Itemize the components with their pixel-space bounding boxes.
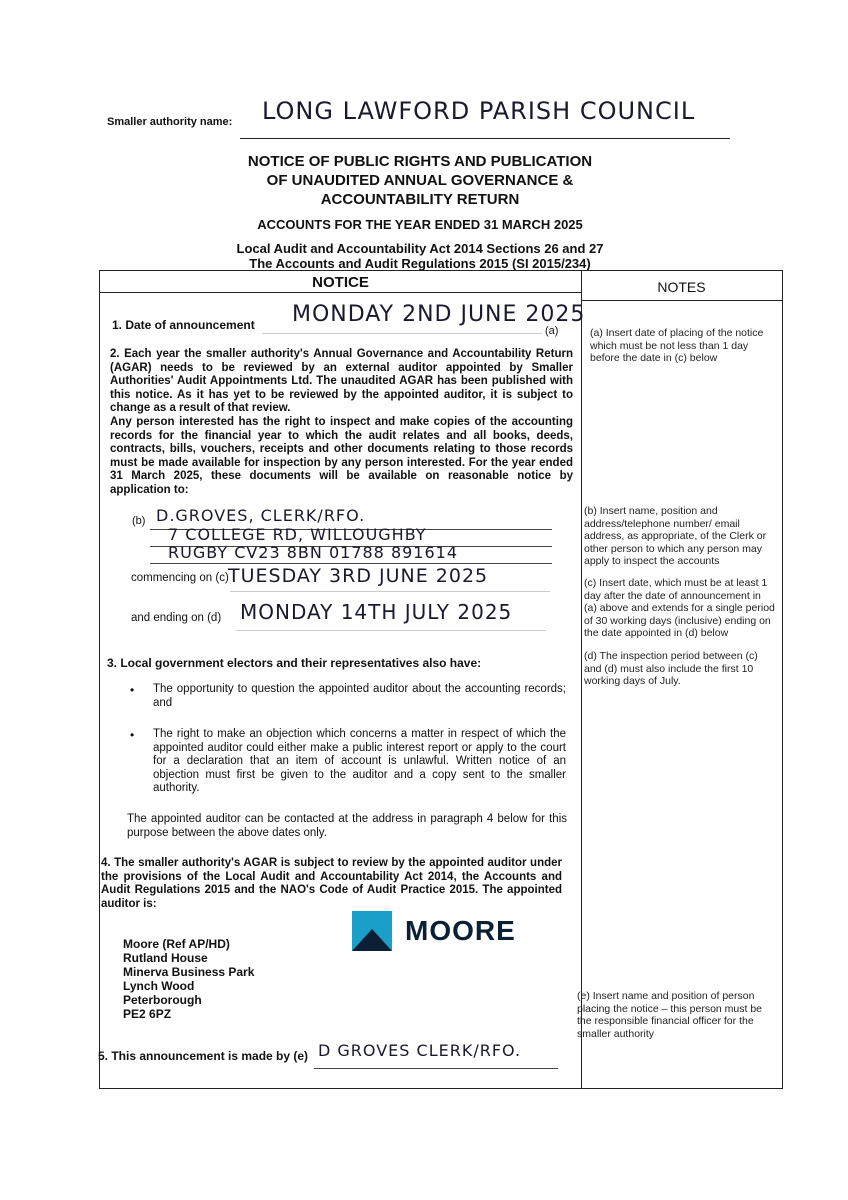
- notes-header-divider: [581, 300, 782, 301]
- note-d: (d) The inspection period between (c) and (d) must also include the first 10 working days of July.: [584, 650, 758, 687]
- auditor-address-line: Moore (Ref AP/HD): [123, 937, 230, 951]
- section2-intro: 2. Each year the smaller authority's Annual Governance and Accountability Return (AGAR) needs to be reviewed by an external auditor appointed by Smaller Authorities' Audit Appointments Ltd. The unaudited AGAR has been published with this notice. As it has yet to be reviewed by the appointed auditor, it is subject to change as a result of that review.: [110, 348, 573, 414]
- auditor-address-line: Minerva Business Park: [123, 965, 255, 979]
- auditor-address-line: Peterborough: [123, 993, 202, 1007]
- announcement-by-value: D GROVES CLERK/RFO.: [318, 1041, 522, 1060]
- authority-name-line: [240, 138, 730, 139]
- note-a: (a) Insert date of placing of the notice which must be not less than 1 day before the date in (c) below: [590, 327, 764, 364]
- notice-title-line3: ACCOUNTABILITY RETURN: [320, 191, 520, 208]
- section3-bullet2: The right to make an objection which concerns a matter in respect of which the appointed auditor could either make a public interest report or apply to the court for a declaration that an item of account is unlawful. Written notice of an objection must first be given to the auditor and a copy sent to the smaller authority.: [153, 728, 566, 794]
- section3-contact-note: The appointed auditor can be contacted at the address in paragraph 4 below for this purpose between the above dates only.: [127, 813, 567, 839]
- announcement-by-line: [314, 1068, 558, 1069]
- authority-name-label: Smaller authority name:: [107, 116, 233, 128]
- auditor-address-line: Rutland House: [123, 951, 208, 965]
- note-e: (e) Insert name and position of person placing the notice – this person must be the responsible financial officer for the smaller authority: [577, 990, 763, 1040]
- bullet-icon: •: [130, 728, 135, 742]
- note-b: (b) Insert name, position and address/telephone number/ email address, as appropriate, of the Clerk or other person to which any person may apply to inspect the accounts: [584, 505, 767, 567]
- notes-heading: NOTES: [657, 279, 706, 295]
- section2-inspection: Any person interested has the right to inspect and make copies of the accounting records for the financial year to which the audit relates and all books, deeds, contracts, bills, vouchers, receipts and other documents relating to those records must be made available for inspection by any person interested. For the year ended 31 March 2025, these documents will be available on reasonable notice by application to:: [110, 416, 573, 496]
- moore-logo-text: MOORE: [405, 915, 516, 946]
- notice-title-line1: NOTICE OF PUBLIC RIGHTS AND PUBLICATION: [247, 153, 593, 170]
- notice-header-divider: [99, 292, 582, 293]
- contact-line3-rule: [150, 563, 552, 564]
- section3-bullet1: The opportunity to question the appointed auditor about the accounting records; and: [153, 683, 566, 709]
- accounts-year-heading: ACCOUNTS FOR THE YEAR ENDED 31 MARCH 2025: [257, 217, 583, 232]
- contact-phone: RUGBY CV23 8BN 01788 891614: [168, 543, 459, 562]
- auditor-address: [123, 937, 254, 1021]
- date-of-announcement-marker: (a): [545, 325, 559, 337]
- date-of-announcement-line: [262, 333, 542, 334]
- section3-heading: 3. Local government electors and their representatives also have:: [107, 656, 482, 670]
- bullet-icon: •: [130, 683, 135, 697]
- column-divider: [581, 270, 582, 1088]
- note-c: (c) Insert date, which must be at least 1 day after the date of announcement in (a) above and extends for a single period of 30 working days (inclusive) ending on the date appointed in (d) below: [584, 577, 775, 639]
- contact-name: D.GROVES, CLERK/RFO.: [156, 506, 366, 525]
- contact-marker: (b): [132, 515, 146, 527]
- moore-logo-icon: [352, 911, 392, 951]
- notice-heading: NOTICE: [312, 274, 369, 291]
- commencing-date: TUESDAY 3RD JUNE 2025: [228, 565, 489, 587]
- ending-date: MONDAY 14TH JULY 2025: [240, 600, 513, 624]
- notice-title-line2: OF UNAUDITED ANNUAL GOVERNANCE &: [266, 172, 574, 189]
- act-reference-line1: Local Audit and Accountability Act 2014 Sections 26 and 27: [236, 241, 604, 256]
- auditor-address-line: PE2 6PZ: [123, 1007, 172, 1021]
- commencing-line: [230, 591, 550, 592]
- ending-label: and ending on (d): [131, 612, 222, 624]
- announcement-by-label: 5. This announcement is made by (e): [98, 1049, 309, 1063]
- act-reference-line2: The Accounts and Audit Regulations 2015 (SI 2015/234): [249, 256, 591, 271]
- ending-line: [236, 630, 546, 631]
- date-of-announcement-value: MONDAY 2ND JUNE 2025: [292, 302, 586, 327]
- contact-address: 7 COLLEGE RD, WILLOUGHBY: [168, 525, 427, 544]
- auditor-address-line: Lynch Wood: [123, 979, 195, 993]
- authority-name-value: LONG LAWFORD PARISH COUNCIL: [262, 97, 696, 125]
- date-of-announcement-label: 1. Date of announcement: [112, 318, 255, 332]
- section4-text: 4. The smaller authority's AGAR is subject to review by the appointed auditor under the provisions of the Local Audit and Accountability Act 2014, the Accounts and Audit Regulations 2015 and the NAO's Code of Audit Practice 2015. The appointed auditor is:: [101, 857, 562, 910]
- commencing-label: commencing on (c): [131, 572, 229, 584]
